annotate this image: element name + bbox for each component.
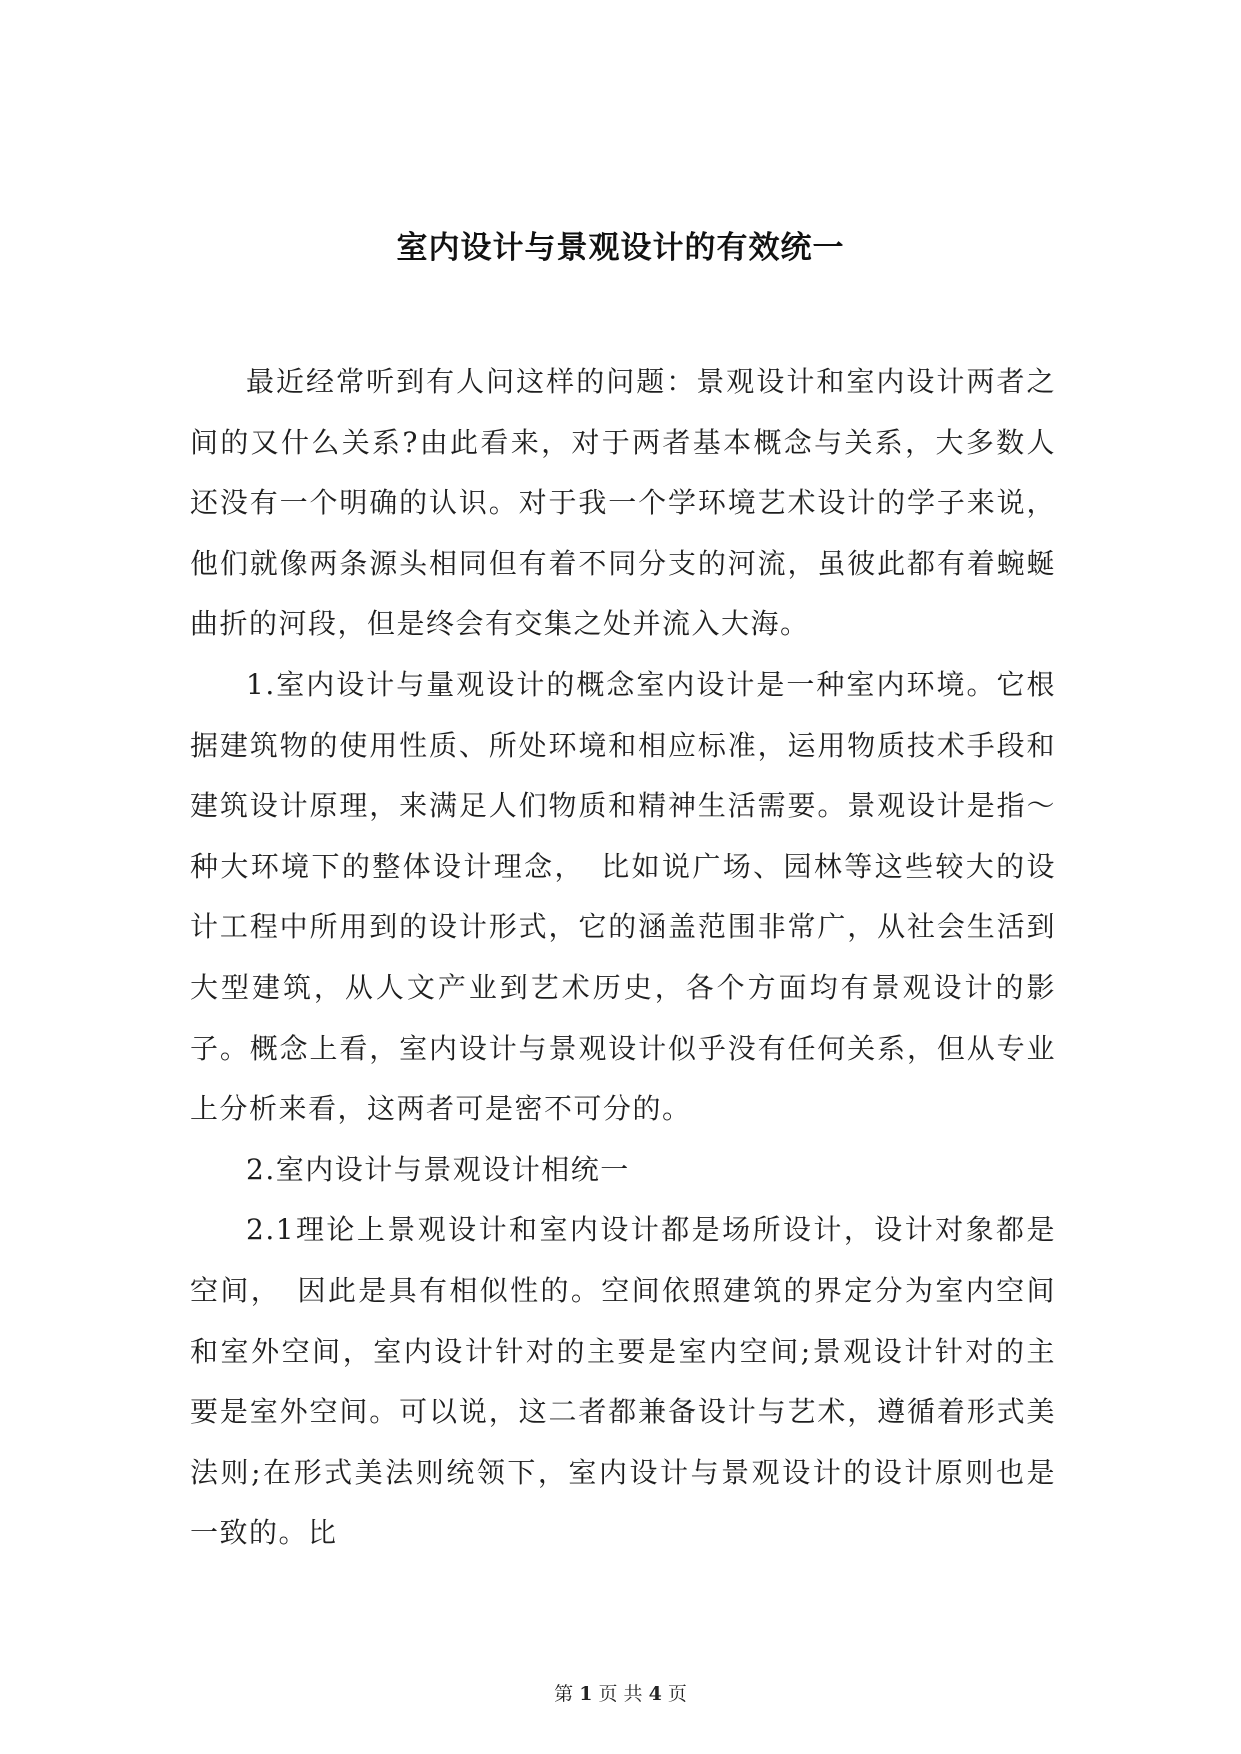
footer-middle: 页 共 <box>598 1683 643 1705</box>
current-page-number: 1 <box>579 1683 593 1705</box>
footer-suffix: 页 <box>667 1683 687 1705</box>
document-body <box>190 352 1056 1564</box>
paragraph-section-1: 1.室内设计与量观设计的概念室内设计是一种室内环境。它根据建筑物的使用性质、所处环境和相应标准，运用物质技术手段和建筑设计原理，来满足人们物质和精神生活需要。景观设计是指～种大环境下的整体设计理念， 比如说广场、园林等这些较大的设计工程中所用到的设计形式，它的涵盖范围非常广，从社会生活到大型建筑，从人文产业到艺术历史，各个方面均有景观设计的影子。概念上看，室内设计与景观设计似乎没有任何关系，但从专业上分析来看，这两者可是密不可分的。 <box>190 667 1056 1126</box>
footer-prefix: 第 <box>554 1683 574 1705</box>
page-footer <box>0 1682 1241 1706</box>
paragraph-section-2-1: 2.1理论上景观设计和室内设计都是场所设计，设计对象都是空间， 因此是具有相似性的。空间依照建筑的界定分为室内空间和室外空间，室内设计针对的主要是室内空间;景观设计针对的主要是室外空间。可以说，这二者都兼备设计与艺术，遵循着形式美法则;在形式美法则统领下，室内设计与景观设计的设计原则也是一致的。比 <box>190 1213 1056 1550</box>
document-title: 室内设计与景观设计的有效统一 <box>396 230 845 266</box>
total-pages-number: 4 <box>648 1683 662 1705</box>
paragraph-intro: 最近经常听到有人问这样的问题：景观设计和室内设计两者之间的又什么关系?由此看来，对于两者基本概念与关系，大多数人还没有一个明确的认识。对于我一个学环境艺术设计的学子来说，他们就像两条源头相同但有着不同分支的河流，虽彼此都有着蜿蜒曲折的河段，但是终会有交集之处并流入大海。 <box>190 365 1056 641</box>
paragraph-section-2-heading: 2.室内设计与景观设计相统一 <box>246 1152 630 1186</box>
